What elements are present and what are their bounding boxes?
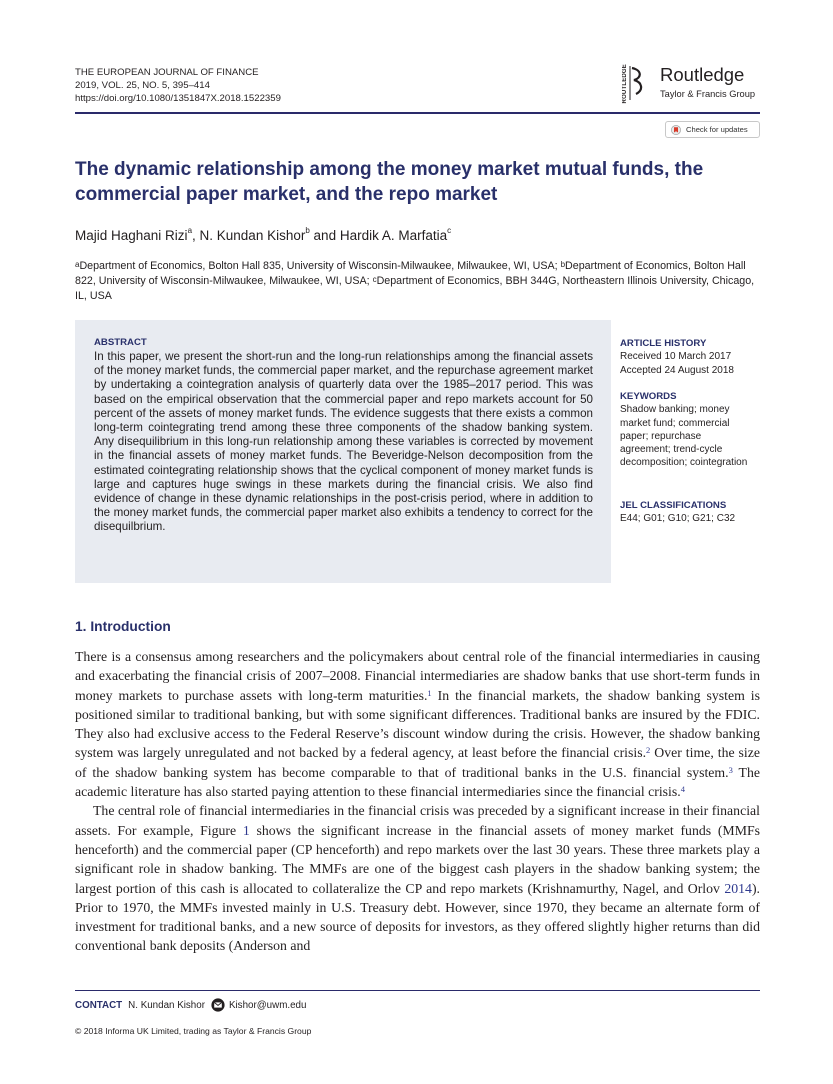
journal-name: THE EUROPEAN JOURNAL OF FINANCE	[75, 67, 259, 78]
paragraph-text: The central role of financial intermediaries in the financial crisis was preceded by a significant increase in their financial assets. For example, Figure	[75, 803, 760, 838]
article-history-heading: ARTICLE HISTORY	[620, 338, 707, 349]
contact-line	[75, 998, 306, 1012]
author-sup: a	[187, 226, 193, 235]
keywords-list: Shadow banking; money market fund; commercial paper; repurchase agreement; trend-cycle decomposition; cointegration	[620, 404, 748, 469]
article-history	[620, 337, 770, 377]
affil-sup: a	[75, 260, 80, 269]
abstract-text: In this paper, we present the short-run and the long-run relationships among the financial assets of the money market funds, the commercial paper market, and the repurchase agreement market by undertaking a cointegration analysis of quarterly data over the 1985–2017 period. This was based on the empirical observation that the commercial paper and repo markets account for 50 percent of the assets of money market funds. The evidence suggests that there exists a common long-term cointegrating trend among these three components of the shadow banking system. Any disequilibrium in this long-run relationship among these variables is corrected by movement in the financial assets of money market funds. The Beveridge-Nelson decomposition from the estimated cointegrating relationship shows that the cyclical component of money market funds is large and captures huge swings in these markets during the financial crisis. We also find evidence of change in these dynamic relationships in the post-crisis period, where in addition to the money market funds, the commercial paper market also exhibits a tendency to correct for the disequilbrium.	[94, 350, 593, 534]
jel-codes: E44; G01; G10; G21; C32	[620, 513, 736, 525]
author-list	[75, 228, 451, 243]
paragraph-text: There is a consensus among researchers and the policymakers about central role of the financial intermediaries in causing and exacerbating the financial crisis of 2007–2008. Financial intermediaries are shadow banks that use short-term funds in money markets to purchase assets with long-term maturities.	[75, 649, 760, 703]
paragraph-text: Over time, the size of the shadow banking system has become comparable to that of traditional banks in the U.S. financial system.	[75, 745, 761, 780]
check-for-updates-button[interactable]	[665, 121, 760, 138]
check-updates-label: Check for updates	[686, 125, 748, 134]
affiliations	[75, 259, 765, 304]
email-icon	[211, 998, 225, 1012]
jel-block	[620, 499, 770, 526]
footnote-ref[interactable]: 3	[728, 764, 733, 775]
paragraph-text: ). Prior to 1970, the MMFs invested mainly in U.S. Treasury debt. However, since 1970, they became an alternate form of investment for traditional banks, and a new source of deposits for investors, as they offered slightly higher returns than did conventional bank deposits (Anderson and	[75, 880, 760, 954]
author-separator: ,	[192, 228, 200, 243]
affiliation-b: Department of Economics, Bolton Hall 822, University of Wisconsin-Milwaukee, Milwaukee, WI, USA;	[75, 260, 746, 287]
check-updates-icon	[671, 125, 681, 135]
intro-body	[75, 647, 760, 956]
contact-label: CONTACT	[75, 999, 123, 1011]
paragraph	[75, 647, 760, 801]
author-separator: and	[309, 228, 340, 243]
jel-heading: JEL CLASSIFICATIONS	[620, 500, 727, 511]
publisher-subtitle: Taylor & Francis Group	[660, 89, 756, 99]
author-name[interactable]: Hardik A. Marfatia	[339, 228, 448, 243]
citation-link[interactable]: 2014	[724, 880, 752, 896]
paragraph	[75, 801, 760, 955]
paragraph-text: In the financial markets, the shadow banking system is positioned similar to traditional banking, but with some significant differences. Traditional banks are insured by the FDIC. They also had exclusive access to the Federal Reserve’s discount window during the crisis. However, the shadow banking system was largely unregulated and not backed by a federal agency, at least before the financial crisis.	[75, 687, 760, 761]
contact-name: N. Kundan Kishor	[128, 999, 205, 1011]
header-divider	[75, 112, 760, 114]
affil-sup: c	[372, 275, 377, 284]
footnote-ref[interactable]: 1	[427, 687, 432, 698]
footer-divider	[75, 990, 760, 991]
abstract-heading: ABSTRACT	[94, 337, 147, 348]
publisher-emblem-text: ROUTLEDGE	[622, 64, 628, 104]
volume-info: 2019, VOL. 25, NO. 5, 395–414	[75, 80, 210, 91]
publisher-name: Routledge	[660, 64, 745, 85]
article-title: The dynamic relationship among the money market mutual funds, the commercial paper market, and the repo market	[75, 159, 704, 205]
author-name[interactable]: N. Kundan Kishor	[199, 228, 306, 243]
footnote-ref[interactable]: 2	[646, 745, 651, 756]
contact-email-link[interactable]: Kishor@uwm.edu	[228, 999, 307, 1011]
author-sup: b	[305, 226, 310, 235]
footnote-ref[interactable]: 4	[680, 784, 685, 795]
affil-sup: b	[560, 260, 566, 269]
doi-link[interactable]: https://doi.org/10.1080/1351847X.2018.1522359	[75, 93, 281, 104]
accepted-date: Accepted 24 August 2018	[620, 364, 734, 376]
keywords-block	[620, 390, 770, 470]
received-date: Received 10 March 2017	[620, 351, 732, 363]
paragraph-text: The academic literature has also started paying attention to these financial intermediaries since the financial crisis.	[75, 764, 760, 800]
author-name[interactable]: Majid Haghani Rizi	[75, 228, 188, 243]
affiliation-c: Department of Economics, BBH 344G, Northeastern Illinois University, Chicago, IL, USA	[75, 275, 755, 302]
affiliation-a: Department of Economics, Bolton Hall 835, University of Wisconsin-Milwaukee, Milwaukee, WI, USA;	[79, 260, 561, 272]
copyright-notice: © 2018 Informa UK Limited, trading as Taylor & Francis Group	[75, 1026, 312, 1036]
journal-header	[75, 66, 281, 105]
figure-link[interactable]: 1	[242, 822, 250, 838]
paragraph-text: shows the significant increase in the financial assets of money market funds (MMFs henceforth) and the commercial paper (CP henceforth) and repo markets over the last 30 years. These three markets play a significant role in shadow banking. The MMFs are one of the biggest cash players in the shadow banking system; the largest portion of this cash is allocated to collateralize the CP and repo markets (Krishnamurthy, Nagel, and Orlov	[75, 822, 761, 896]
section-heading: 1. Introduction	[75, 619, 171, 634]
keywords-heading: KEYWORDS	[620, 391, 677, 402]
publisher-logo	[620, 62, 762, 104]
author-sup: c	[447, 226, 452, 235]
